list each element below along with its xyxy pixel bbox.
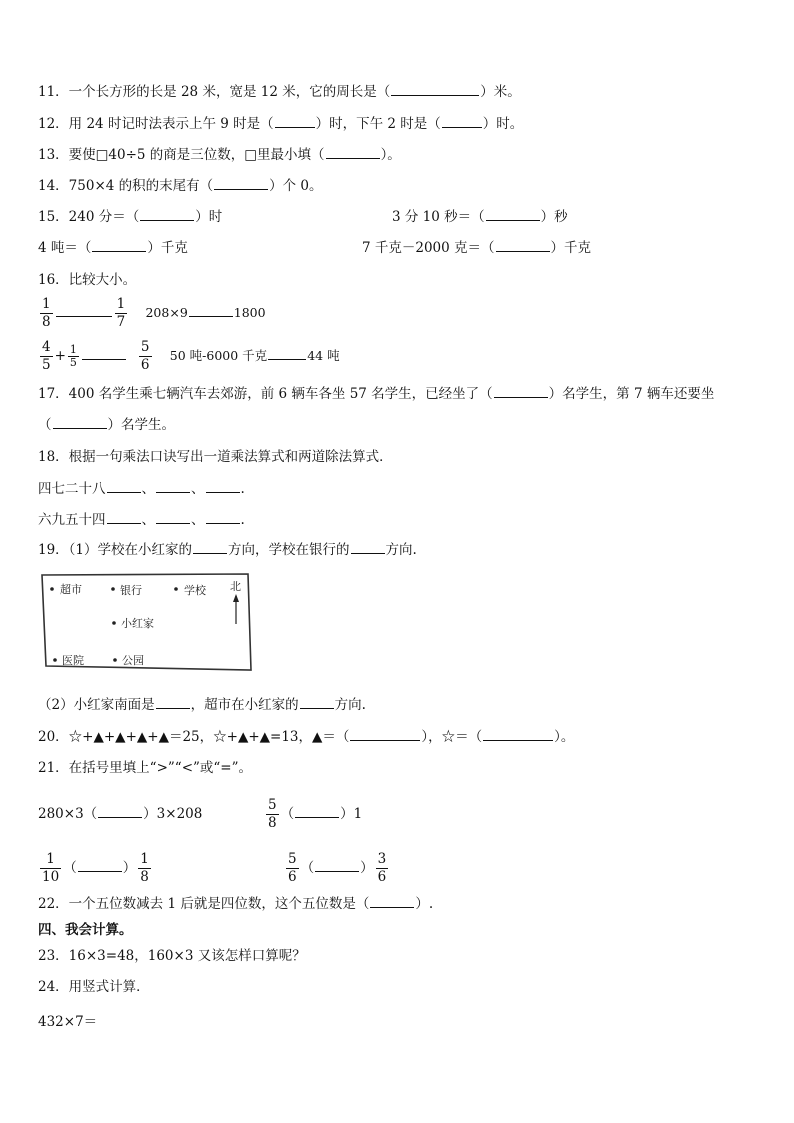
- fraction-3-6: $\frac{3}{6}$: [377, 851, 387, 885]
- q18-blank-1[interactable]: [107, 479, 141, 493]
- q21-blank-1[interactable]: [98, 804, 142, 818]
- q19-p2-mid: ，超市在小红家的: [190, 697, 299, 713]
- q15-d-end: ）千克: [550, 240, 592, 256]
- q21-blank-2[interactable]: [295, 804, 339, 818]
- fraction-1-10: $\frac{1}{10}$: [42, 851, 60, 885]
- q21-title: 21．在括号里填上“>”“<”或“=”。: [38, 760, 253, 776]
- q22-blank[interactable]: [370, 894, 414, 908]
- question-21-item-3: $\frac{1}{10}$ （ ） $\frac{1}{8}$: [42, 851, 149, 885]
- q17-text-mid: ）名学生，第 7 辆车还要坐: [548, 386, 715, 402]
- q21-blank-3[interactable]: [78, 858, 122, 872]
- question-21-item-2: $\frac{5}{8}$ （ ）1: [268, 797, 363, 831]
- question-21-title: [38, 758, 252, 778]
- q12-blank-1[interactable]: [275, 114, 315, 128]
- q18-blank-3[interactable]: [206, 479, 240, 493]
- question-16-title: [38, 270, 136, 290]
- q22-text: 22．一个五位数减去 1 后就是四位数，这个五位数是（: [38, 896, 370, 912]
- q11-text-end: ）米。: [480, 84, 521, 100]
- q18-title: 18．根据一句乘法口诀写出一道乘法算式和两道除法算式．: [38, 449, 393, 465]
- question-14: [38, 176, 323, 196]
- q14-text: 14．750×4 的积的末尾有（: [38, 178, 214, 194]
- q19-p2-text: （2）小红家南面是: [38, 697, 155, 713]
- q18-blank-2[interactable]: [156, 479, 190, 493]
- question-16-row-2: $\frac{4}{5}$ + $\frac{1}{5}$ $\frac{5}{6}$ 50 吨-6000 千克 44 吨: [42, 339, 340, 373]
- q15-b-end: ）秒: [540, 209, 568, 225]
- map-school: 学校: [184, 584, 206, 597]
- question-17: [38, 384, 714, 404]
- question-15-c: [38, 238, 188, 258]
- q13-text: 13．要使□40÷5 的商是三位数，□里最小填（: [38, 147, 325, 163]
- q16-expr-1b: 1800: [233, 305, 266, 320]
- q15-c-text: 4 吨＝（: [38, 240, 92, 256]
- q21-blank-4[interactable]: [315, 858, 359, 872]
- section-4-heading: 四、我会计算。: [38, 922, 133, 938]
- q15-blank-4[interactable]: [496, 238, 550, 252]
- q18-rhyme-1: 四七二十八: [38, 481, 106, 497]
- question-18-line-2: 六九五十四 、 、 .: [38, 512, 245, 528]
- q15-blank-1[interactable]: [140, 207, 194, 221]
- q14-blank[interactable]: [214, 176, 268, 190]
- q11-text: 11．一个长方形的长是 28 米，宽是 12 米，它的周长是（: [38, 84, 391, 100]
- question-11: [38, 82, 521, 102]
- q12-blank-2[interactable]: [442, 114, 482, 128]
- question-17-line-2: [38, 415, 175, 435]
- q19-blank-2[interactable]: [351, 540, 385, 554]
- q16-expr-1: 208×9: [145, 305, 188, 320]
- q20-text: 20．☆+▲+▲+▲+▲＝25，☆+▲+▲=13，▲＝（: [38, 729, 350, 745]
- q20-text-mid: ），☆＝（: [421, 729, 483, 745]
- q13-blank[interactable]: [326, 145, 380, 159]
- q16-blank-3[interactable]: [82, 346, 126, 360]
- question-13: [38, 145, 401, 165]
- q12-text-mid: ）时，下午 2 时是（: [315, 116, 441, 132]
- q21-item-1-text: 280×3（: [38, 806, 98, 822]
- q16-expr-2b: 44 吨: [307, 348, 340, 363]
- q16-title: 16．比较大小。: [38, 272, 137, 288]
- q21-item-1-end: ）3×208: [143, 806, 203, 822]
- fraction-5-8: $\frac{5}{8}$: [268, 797, 277, 831]
- question-21-item-4: $\frac{5}{6}$ （ ） $\frac{3}{6}$: [288, 851, 387, 885]
- fraction-5-6b: $\frac{5}{6}$: [288, 851, 297, 885]
- q20-text-end: ）。: [554, 729, 575, 745]
- fraction-1-5: $\frac{1}{5}$: [69, 343, 77, 369]
- q14-text-end: ）个 0。: [269, 178, 323, 194]
- q17-text: 17．400 名学生乘七辆汽车去郊游，前 6 辆车各坐 57 名学生，已经坐了（: [38, 386, 493, 402]
- q19-blank-1[interactable]: [193, 540, 227, 554]
- q16-blank-1[interactable]: [56, 303, 112, 317]
- question-15-a: [38, 207, 222, 227]
- q11-blank[interactable]: [391, 82, 479, 96]
- question-24-expression: 432×7＝: [38, 1014, 98, 1030]
- q19-text: 19．（1）学校在小红家的: [38, 542, 193, 558]
- fraction-4-5: $\frac{4}{5}$: [42, 339, 51, 373]
- fraction-1-8: $\frac{1}{8}$: [42, 296, 51, 330]
- fraction-1-8b: $\frac{1}{8}$: [140, 851, 149, 885]
- map-hospital: 医院: [62, 654, 84, 667]
- q15-blank-3[interactable]: [92, 238, 146, 252]
- q19-p2-end: 方向.: [334, 697, 366, 713]
- q16-blank-2[interactable]: [189, 303, 233, 317]
- q19-text-mid: 方向，学校在银行的: [228, 542, 350, 558]
- q19-blank-3[interactable]: [156, 695, 190, 709]
- question-21-item-1: [38, 804, 202, 824]
- q12-text-end: ）时。: [482, 116, 524, 132]
- direction-map: [40, 572, 250, 668]
- question-23: 23．16×3=48，160×3 又该怎样口算呢？: [38, 948, 306, 964]
- q18-blank-4[interactable]: [107, 510, 141, 524]
- q15-c-end: ）千克: [147, 240, 188, 256]
- map-drawing: [40, 572, 254, 672]
- fraction-5-6: $\frac{5}{6}$: [140, 339, 150, 373]
- q15-blank-2[interactable]: [486, 207, 540, 221]
- q16-blank-4[interactable]: [268, 346, 306, 360]
- question-16-row-1: [38, 296, 266, 331]
- q17-blank-2[interactable]: [53, 415, 107, 429]
- question-12: [38, 114, 523, 134]
- q18-rhyme-2: 六九五十四: [38, 512, 106, 528]
- q13-text-end: ）。: [380, 147, 401, 163]
- q12-text: 12．用 24 时记时法表示上午 9 时是（: [38, 116, 274, 132]
- question-22: [38, 894, 433, 914]
- question-18: [38, 447, 393, 467]
- q17-blank-1[interactable]: [494, 384, 548, 398]
- map-supermarket: 超市: [60, 583, 82, 596]
- map-park: 公园: [122, 654, 144, 667]
- question-15-d: [362, 238, 591, 258]
- map-home: 小红家: [121, 617, 154, 630]
- q18-blank-6[interactable]: [206, 510, 240, 524]
- question-24: 24．用竖式计算．: [38, 979, 150, 995]
- q18-blank-5[interactable]: [156, 510, 190, 524]
- question-18-line-1: 四七二十八 、 、 .: [38, 481, 245, 497]
- q15-a-text: 15．240 分＝（: [38, 209, 140, 225]
- question-19-part-1: [38, 540, 417, 560]
- question-20: [38, 727, 574, 747]
- q15-b-text: 3 分 10 秒＝（: [392, 209, 485, 225]
- fraction-1-7: $\frac{1}{7}$: [116, 296, 126, 330]
- q19-blank-4[interactable]: [300, 695, 334, 709]
- q17-paren-open: （: [38, 417, 52, 433]
- map-bank: 银行: [120, 584, 142, 597]
- q20-blank-1[interactable]: [350, 727, 420, 741]
- q22-text-end: ）.: [415, 896, 434, 912]
- q20-blank-2[interactable]: [483, 727, 553, 741]
- q19-text-end: 方向.: [385, 542, 417, 558]
- question-19-part-2: [38, 695, 366, 715]
- question-15-b: [392, 207, 568, 227]
- q15-d-text: 7 千克－2000 克＝（: [362, 240, 495, 256]
- q16-expr-2: 50 吨-6000 千克: [169, 348, 268, 363]
- map-north-label: 北: [230, 580, 241, 593]
- q15-a-end: ）时: [195, 209, 223, 225]
- q17-text-end: ）名学生。: [107, 417, 175, 433]
